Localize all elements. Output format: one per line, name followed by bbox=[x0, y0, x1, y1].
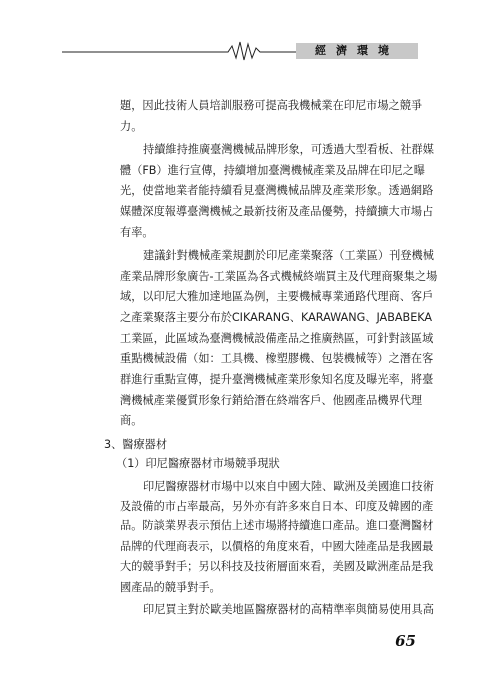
text-line: 力。 bbox=[120, 120, 143, 133]
text-line: 持續維持推廣臺灣機械品牌形象，可透過大型看板、社群媒 bbox=[143, 143, 434, 156]
header-title: 經濟環境 bbox=[296, 43, 418, 59]
text-line: 有率。 bbox=[120, 226, 154, 239]
text-line: 群進行重點宣傳，提升臺灣機械產業形象知名度及曝光率，將臺 bbox=[120, 373, 434, 386]
text-line: 之產業聚落主要分布於CIKARANG、KARAWANG、JABABEKA bbox=[120, 311, 433, 324]
text-line: 產業品牌形象廣告-工業區為各式機械終端買主及代理商聚集之場 bbox=[120, 270, 438, 283]
text-line: 光，使當地業者能持續看見臺灣機械品牌及產業形象。透過網路 bbox=[120, 184, 434, 197]
page-number: 65 bbox=[395, 632, 416, 650]
subsection-heading: （1）印尼醫療器材市場競爭現狀 bbox=[116, 457, 280, 470]
text-line: 體（FB）進行宣傳，持續增加臺灣機械產業及品牌在印尼之曝 bbox=[120, 164, 425, 177]
text-line: 工業區，此區域為臺灣機械設備產品之推廣熱區，可針對該區域 bbox=[120, 332, 434, 345]
text-line: 印尼醫療器材市場中以來自中國大陸、歐洲及美國進口技術 bbox=[143, 480, 434, 493]
text-line: 品牌的代理商表示，以價格的角度來看，中國大陸產品是我國最 bbox=[120, 540, 434, 553]
text-line: 商。 bbox=[120, 414, 143, 427]
text-line: 大的競爭對手；另以科技及技術層面來看，美國及歐洲產品是我 bbox=[120, 560, 434, 573]
text-line: 域，以印尼大雅加達地區為例，主要機械專業通路代理商、客戶 bbox=[120, 290, 434, 303]
text-line: 媒體深度報導臺灣機械之最新技術及產品優勢，持續擴大市場占 bbox=[120, 205, 434, 218]
text-line: 題，因此技術人員培訓服務可提高我機械業在印尼市場之競爭 bbox=[120, 99, 423, 112]
text-line: 建議針對機械產業規劃於印尼產業聚落（工業區）刊登機械 bbox=[143, 249, 434, 262]
text-line: 印尼買主對於歐美地區醫療器材的高精準率與簡易使用具高 bbox=[143, 603, 434, 616]
text-line: 灣機械產業優質形象行銷給潛在終端客戶、他國產品機界代理 bbox=[120, 394, 423, 407]
text-line: 重點機械設備（如：工具機、橡塑膠機、包裝機械等）之潛在客 bbox=[120, 352, 434, 365]
page-header bbox=[62, 36, 418, 66]
heartbeat-line-icon bbox=[62, 36, 302, 66]
text-line: 國產品的競爭對手。 bbox=[120, 581, 221, 594]
text-line: 品。防談業界表示預估上述市場將持續進口產品。進口臺灣醫材 bbox=[120, 519, 434, 532]
section-heading: 3、醫療器材 bbox=[104, 438, 168, 451]
text-line: 及設備的市占率最高，另外亦有許多來自日本、印度及韓國的產 bbox=[120, 500, 434, 513]
